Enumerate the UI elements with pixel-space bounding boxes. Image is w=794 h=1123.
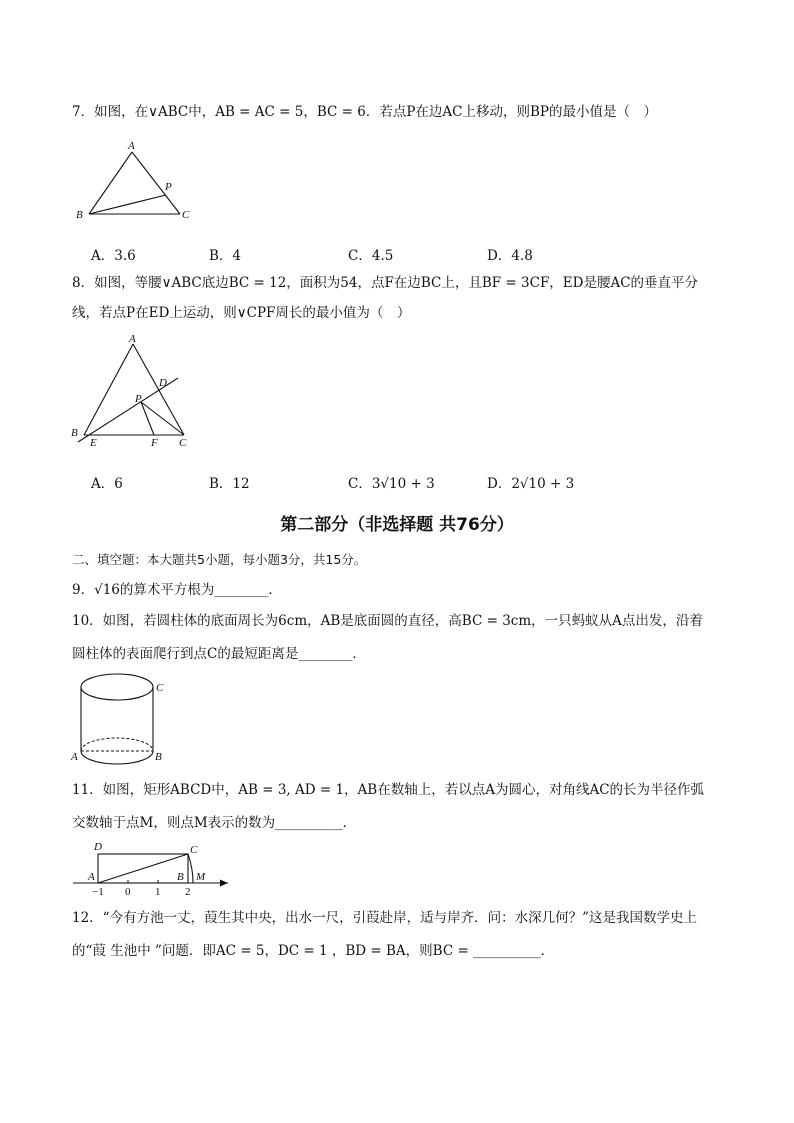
q8-label-b: B [71, 427, 78, 439]
q7-option-c: C．4.5 [348, 248, 394, 264]
q11-label-d: D [94, 841, 102, 853]
q7-option-d: D．4.8 [487, 248, 533, 264]
q11-label-a: A [88, 871, 95, 883]
q8-option-c: C．3√10 + 3 [348, 476, 435, 492]
q7-label-a: A [128, 140, 135, 152]
part2-title: 第二部分（非选择题 共76分） [280, 515, 514, 535]
q10-cylinder-figure [68, 665, 178, 777]
q11-tick-1: 1 [155, 886, 161, 898]
q8-option-d: D．2√10 + 3 [487, 476, 575, 492]
q8-text-line1: 8．如图，等腰∨ABC底边BC = 12，面积为54，点F在边BC上，且BF = 3CF，ED是腰AC的垂直平分 [72, 275, 699, 291]
q8-label-p: P [135, 393, 142, 405]
q7-text: 7．如图，在∨ABC中，AB = AC = 5，BC = 6．若点P在边AC上移动，则BP的最小值是（ ） [72, 104, 657, 120]
q11-number-line-figure [68, 836, 238, 898]
q11-tick-minus1: −1 [92, 886, 104, 898]
q11-label-m: M [196, 871, 206, 883]
q11-text-line2: 交数轴于点M，则点M表示的数为__________． [72, 815, 357, 831]
q7-triangle-figure [72, 138, 202, 226]
q8-option-a: A．6 [91, 476, 123, 492]
q8-triangle-figure [68, 332, 198, 450]
q9-text: 9．√16的算术平方根为________． [72, 582, 282, 598]
part2-subtitle: 二、填空题：本大题共5小题，每小题3分，共15分。 [72, 552, 367, 567]
q11-label-c: C [190, 844, 198, 856]
q7-label-b: B [76, 209, 83, 221]
q11-text-line1: 11．如图，矩形ABCD中，AB = 3, AD = 1，AB在数轴上，若以点A为圆心，对角线AC的长为半径作弧 [72, 782, 705, 798]
q8-label-e: E [90, 437, 97, 449]
q7-option-a: A．3.6 [91, 248, 136, 264]
q12-text-line1: 12．“今有方池一丈，葭生其中央，出水一尺，引葭赴岸，适与岸齐．问：水深几何？”这是我国数学史上 [72, 910, 697, 926]
q11-tick-2: 2 [185, 886, 191, 898]
q10-label-c: C [156, 682, 164, 694]
q8-label-c: C [179, 437, 187, 449]
q12-text-line2: 的“葭 生池中 ”问题．即AC = 5，DC = 1 ，BD = BA，则BC = __________． [72, 943, 555, 959]
q8-text-line2: 线，若点P在ED上运动，则∨CPF周长的最小值为（ ） [72, 305, 411, 321]
q8-label-f: F [151, 437, 158, 449]
q8-label-d: D [159, 377, 167, 389]
q8-option-b: B．12 [209, 476, 250, 492]
q7-option-b: B．4 [209, 248, 242, 264]
q7-label-c: C [182, 209, 190, 221]
q10-text-line2: 圆柱体的表面爬行到点C的最短距离是________． [72, 646, 366, 662]
q11-label-b: B [177, 871, 184, 883]
q10-text-line1: 10．如图，若圆柱体的底面周长为6cm，AB是底面圆的直径，高BC = 3cm，一只蚂蚁从A点出发，沿着 [72, 613, 703, 629]
q11-tick-0: 0 [125, 886, 131, 898]
q8-label-a: A [129, 333, 136, 345]
q7-label-p: P [165, 181, 172, 193]
q10-label-b: B [155, 751, 162, 763]
q10-label-a: A [71, 751, 78, 763]
